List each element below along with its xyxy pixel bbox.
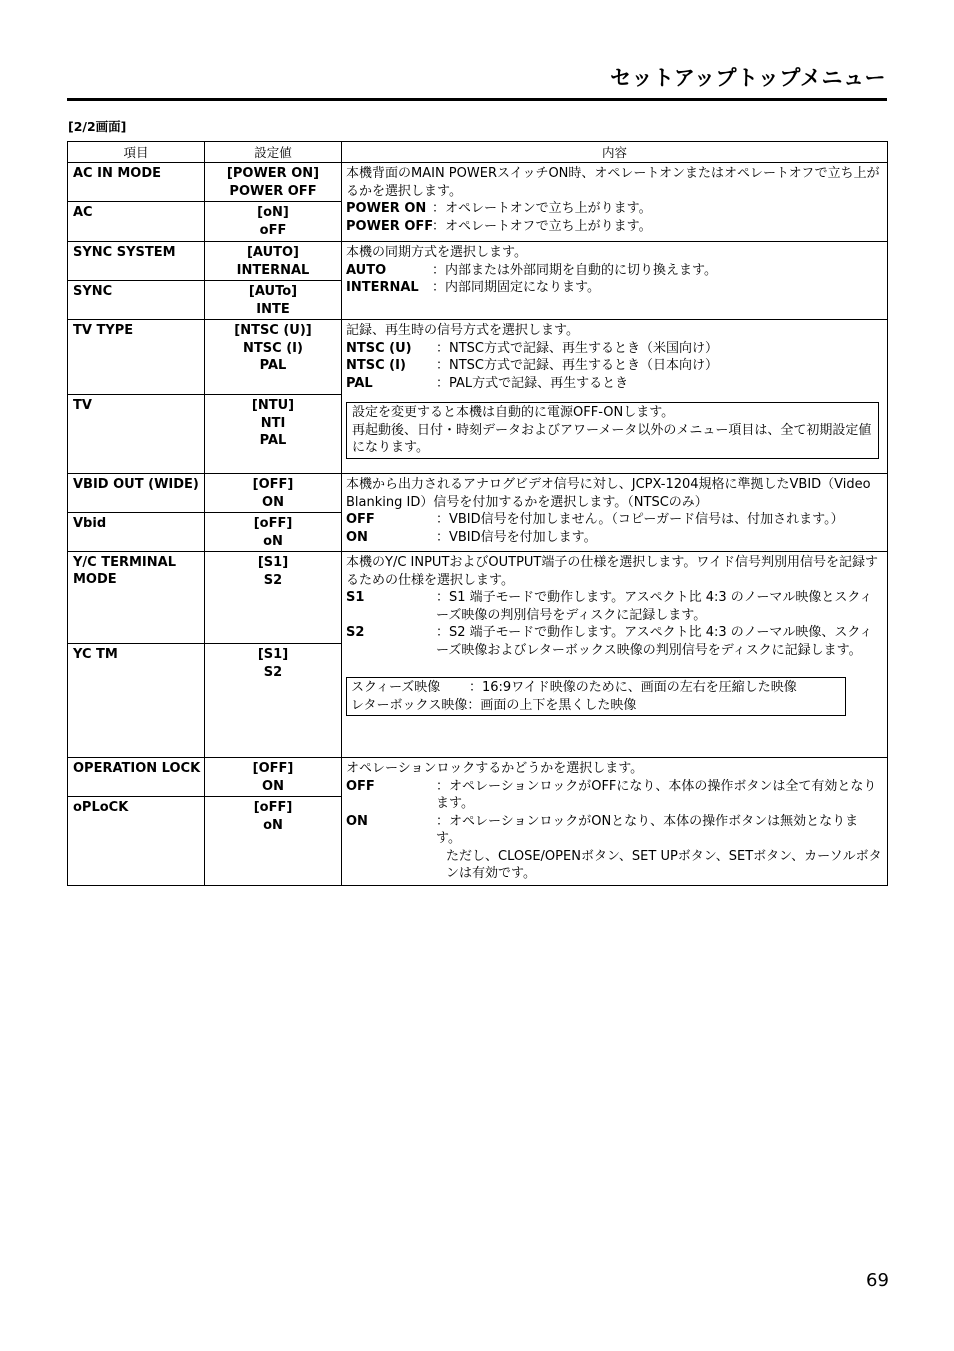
value-cell-display — [205, 797, 342, 886]
content-cell — [342, 242, 888, 320]
item-cell-display: AC — [68, 202, 205, 242]
header-value: 設定値 — [205, 142, 342, 163]
content-cell — [342, 163, 888, 242]
value-cell — [205, 552, 342, 644]
value-option: [NTU] — [251, 398, 295, 413]
table-row — [68, 552, 888, 644]
value-option: ON — [262, 494, 284, 510]
table-row — [68, 758, 888, 797]
value-option: [S1] — [257, 647, 289, 662]
value-option: [OFF] — [252, 761, 294, 776]
value-cell-display — [205, 644, 342, 758]
item-cell-display: Vbid — [68, 513, 205, 552]
value-cell — [205, 163, 342, 202]
value-option: [AUTO] — [246, 245, 300, 260]
value-option: S2 — [263, 572, 283, 588]
header-item: 項目 — [68, 142, 205, 163]
option-line: NTSC (U) ：NTSC方式で記録、再生するとき（米国向け） — [346, 340, 718, 356]
note-line: スクィーズ映像 ：16:9ワイド映像のために、画面の左右を圧縮した映像 — [351, 680, 797, 695]
option-line: PAL ：PAL方式で記録、再生するとき — [346, 375, 629, 391]
item-cell: VBID OUT (WIDE) — [68, 474, 205, 513]
item-cell: Y/C TERMINAL MODE — [68, 552, 205, 644]
value-option: S2 — [263, 664, 283, 680]
item-cell: AC IN MODE — [68, 163, 205, 202]
description: 本機の同期方式を選択します。 — [346, 245, 527, 260]
value-cell-display — [205, 202, 342, 242]
table-row — [68, 474, 888, 513]
item-cell-display: oPLoCK — [68, 797, 205, 886]
value-option: oN — [263, 817, 283, 833]
description: 本機のY/C INPUTおよびOUTPUT端子の仕様を選択します。ワイド信号判別用信号を記録するための仕様を選択します。 — [346, 555, 878, 588]
value-option: oN — [263, 533, 283, 549]
option-line: S2 ：S2 端子モードで動作します。アスペクト比 4:3 のノーマル映像、スクィーズ映像およびレターボックス映像の判別信号をディスクに記録します。 — [346, 625, 873, 658]
option-line: ただし、CLOSE/OPENボタン、SET UPボタン、SETボタン、カーソルボタンは有効です。 — [446, 848, 882, 881]
table-header-row — [68, 142, 888, 163]
value-option: [AUTo] — [248, 284, 298, 299]
value-option: ON — [262, 778, 284, 794]
value-cell — [205, 242, 342, 281]
value-option: [OFF] — [252, 477, 294, 492]
table-row — [68, 242, 888, 281]
item-cell: SYNC SYSTEM — [68, 242, 205, 281]
option-line: ON ：オペレーションロックがONとなり、本体の操作ボタンは無効となります。 — [346, 813, 859, 846]
content-cell — [342, 552, 888, 758]
description: オペレーションロックするかどうかを選択します。 — [346, 761, 644, 776]
option-line: OFF ：VBID信号を付加しません。（コピーガード信号は、付加されます。） — [346, 512, 844, 527]
value-option: [oFF] — [253, 800, 293, 815]
option-line: OFF ：オペレーションロックがOFFになり、本体の操作ボタンは全て有効となります。 — [346, 778, 877, 811]
header-content: 内容 — [342, 142, 888, 163]
option-line: INTERNAL ：内部同期固定になります。 — [346, 280, 600, 295]
note-line: レターボックス映像 ：画面の上下を黒くした映像 — [351, 697, 637, 713]
table-row — [68, 320, 888, 395]
note-text: 再起動後、日付・時刻データおよびアワーメータ以外のメニュー項目は、全て初期設定値になります。 — [352, 422, 872, 455]
content-cell — [342, 474, 888, 552]
table-row — [68, 163, 888, 202]
option-line: AUTO ：内部または外部同期を自動的に切り換えます。 — [346, 262, 717, 278]
page-title: セットアップトップメニュー — [610, 66, 886, 90]
value-cell — [205, 320, 342, 395]
item-cell-display: TV — [68, 395, 205, 474]
option-line: ON ：VBID信号を付加します。 — [346, 529, 597, 545]
value-option: [oN] — [257, 205, 289, 220]
description: 本機から出力されるアナログビデオ信号に対し、JCPX-1204規格に準拠したVBID（Video Blanking ID）信号を付加するかを選択します。（NTSCのみ） — [346, 477, 871, 510]
value-option: [oFF] — [253, 516, 293, 531]
content-cell — [342, 320, 888, 474]
value-option: PAL — [259, 433, 287, 448]
note-text: 設定を変更すると本機は自動的に電源OFF-ONします。 — [352, 405, 675, 420]
value-option: NTSC (I) — [243, 340, 303, 356]
settings-table — [67, 141, 888, 886]
value-option: [POWER ON] — [226, 166, 320, 181]
item-cell-display: SYNC — [68, 281, 205, 320]
item-cell-display: YC TM — [68, 644, 205, 758]
note-box — [346, 402, 879, 459]
content-cell — [342, 758, 888, 886]
item-cell: TV TYPE — [68, 320, 205, 395]
value-cell-display — [205, 395, 342, 474]
value-option: PAL — [259, 358, 287, 373]
option-line: NTSC (I) ：NTSC方式で記録、再生するとき（日本向け） — [346, 358, 718, 373]
value-option: [S1] — [257, 555, 289, 570]
title-rule — [67, 98, 887, 101]
page-number: 69 — [866, 1270, 889, 1291]
value-option: INTERNAL — [236, 262, 310, 278]
description: 記録、再生時の信号方式を選択します。 — [346, 323, 579, 338]
option-line: POWER ON ：オペレートオンで立ち上がります。 — [346, 201, 652, 216]
value-option: POWER OFF — [229, 183, 317, 199]
option-line: S1 ：S1 端子モードで動作します。アスペクト比 4:3 のノーマル映像とスクィーズ映像の判別信号をディスクに記録します。 — [346, 590, 873, 623]
item-cell: OPERATION LOCK — [68, 758, 205, 797]
value-cell — [205, 758, 342, 797]
option-line: POWER OFF ：オペレートオフで立ち上がります。 — [346, 218, 652, 234]
description: 本機背面のMAIN POWERスイッチON時、オペレートオンまたはオペレートオフで立ち上がるかを選択します。 — [346, 166, 880, 199]
value-option: oFF — [259, 222, 287, 238]
value-cell-display — [205, 513, 342, 552]
value-cell-display — [205, 281, 342, 320]
screen-label: [2/2画面] — [68, 119, 127, 134]
note-box — [346, 677, 846, 716]
value-option: INTE — [256, 301, 290, 317]
value-option: NTI — [260, 415, 286, 431]
value-cell — [205, 474, 342, 513]
value-option: [NTSC (U)] — [234, 323, 312, 338]
